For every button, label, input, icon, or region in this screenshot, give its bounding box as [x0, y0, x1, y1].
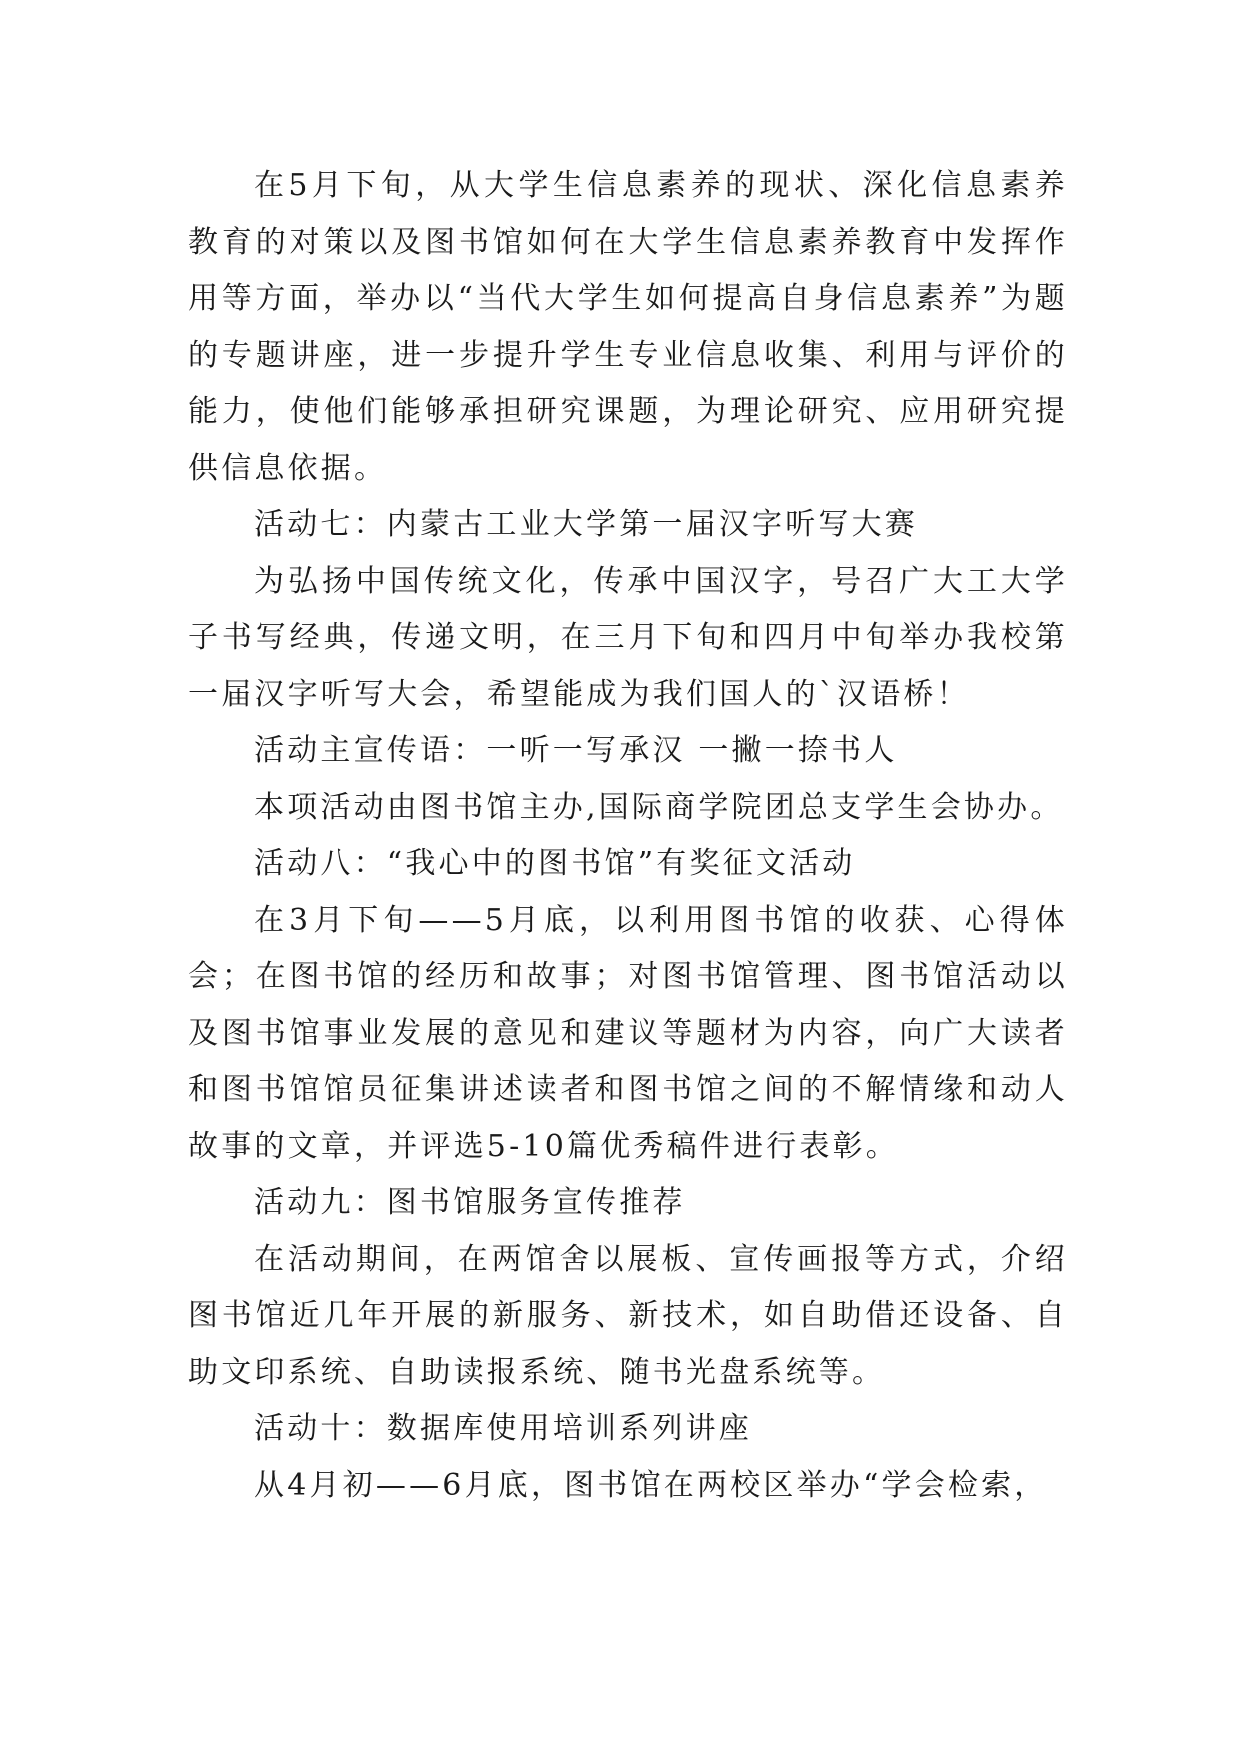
paragraph-dictation-contest: 为弘扬中国传统文化，传承中国汉字，号召广大工大学子书写经典，传递文明，在三月下旬和四月中旬举办我校第一届汉字听写大会，希望能成为我们国人的`汉语桥！ — [188, 563, 1068, 712]
heading-activity-nine: 活动九：图书馆服务宣传推荐 — [254, 1185, 686, 1220]
heading-activity-eight: 活动八：“我心中的图书馆”有奖征文活动 — [254, 846, 856, 881]
heading-activity-ten: 活动十：数据库使用培训系列讲座 — [254, 1411, 752, 1446]
paragraph-organizers: 本项活动由图书馆主办,国际商学院团总支学生会协办。 — [254, 789, 1064, 825]
paragraph-info-literacy-lecture: 在5月下旬，从大学生信息素养的现状、深化信息素养教育的对策以及图书馆如何在大学生信息素养教育中发挥作用等方面，举办以“当代大学生如何提高自身信息素养”为题的专题讲座，进一步提升学生专业信息收集、利用与评价的能力，使他们能够承担研究课题，为理论研究、应用研究提供信息依据。 — [188, 168, 1068, 486]
heading-activity-seven: 活动七：内蒙古工业大学第一届汉字听写大赛 — [254, 507, 918, 542]
paragraph-service-promotion: 在活动期间，在两馆舍以展板、宣传画报等方式，介绍图书馆近几年开展的新服务、新技术，如自助借还设备、自助文印系统、自助读报系统、随书光盘系统等。 — [188, 1241, 1068, 1390]
paragraph-slogan: 活动主宣传语：一听一写承汉 一撇一捺书人 — [254, 733, 898, 768]
paragraph-essay-contest: 在3月下旬——5月底，以利用图书馆的收获、心得体会；在图书馆的经历和故事；对图书馆管理、图书馆活动以及图书馆事业发展的意见和建议等题材为内容，向广大读者和图书馆馆员征集讲述读者和图书馆之间的不解情缘和动人故事的文章，并评选5-10篇优秀稿件进行表彰。 — [188, 902, 1068, 1164]
paragraph-database-training: 从4月初——6月底，图书馆在两校区举办“学会检索， — [254, 1467, 1048, 1503]
document-body — [188, 158, 1068, 1514]
